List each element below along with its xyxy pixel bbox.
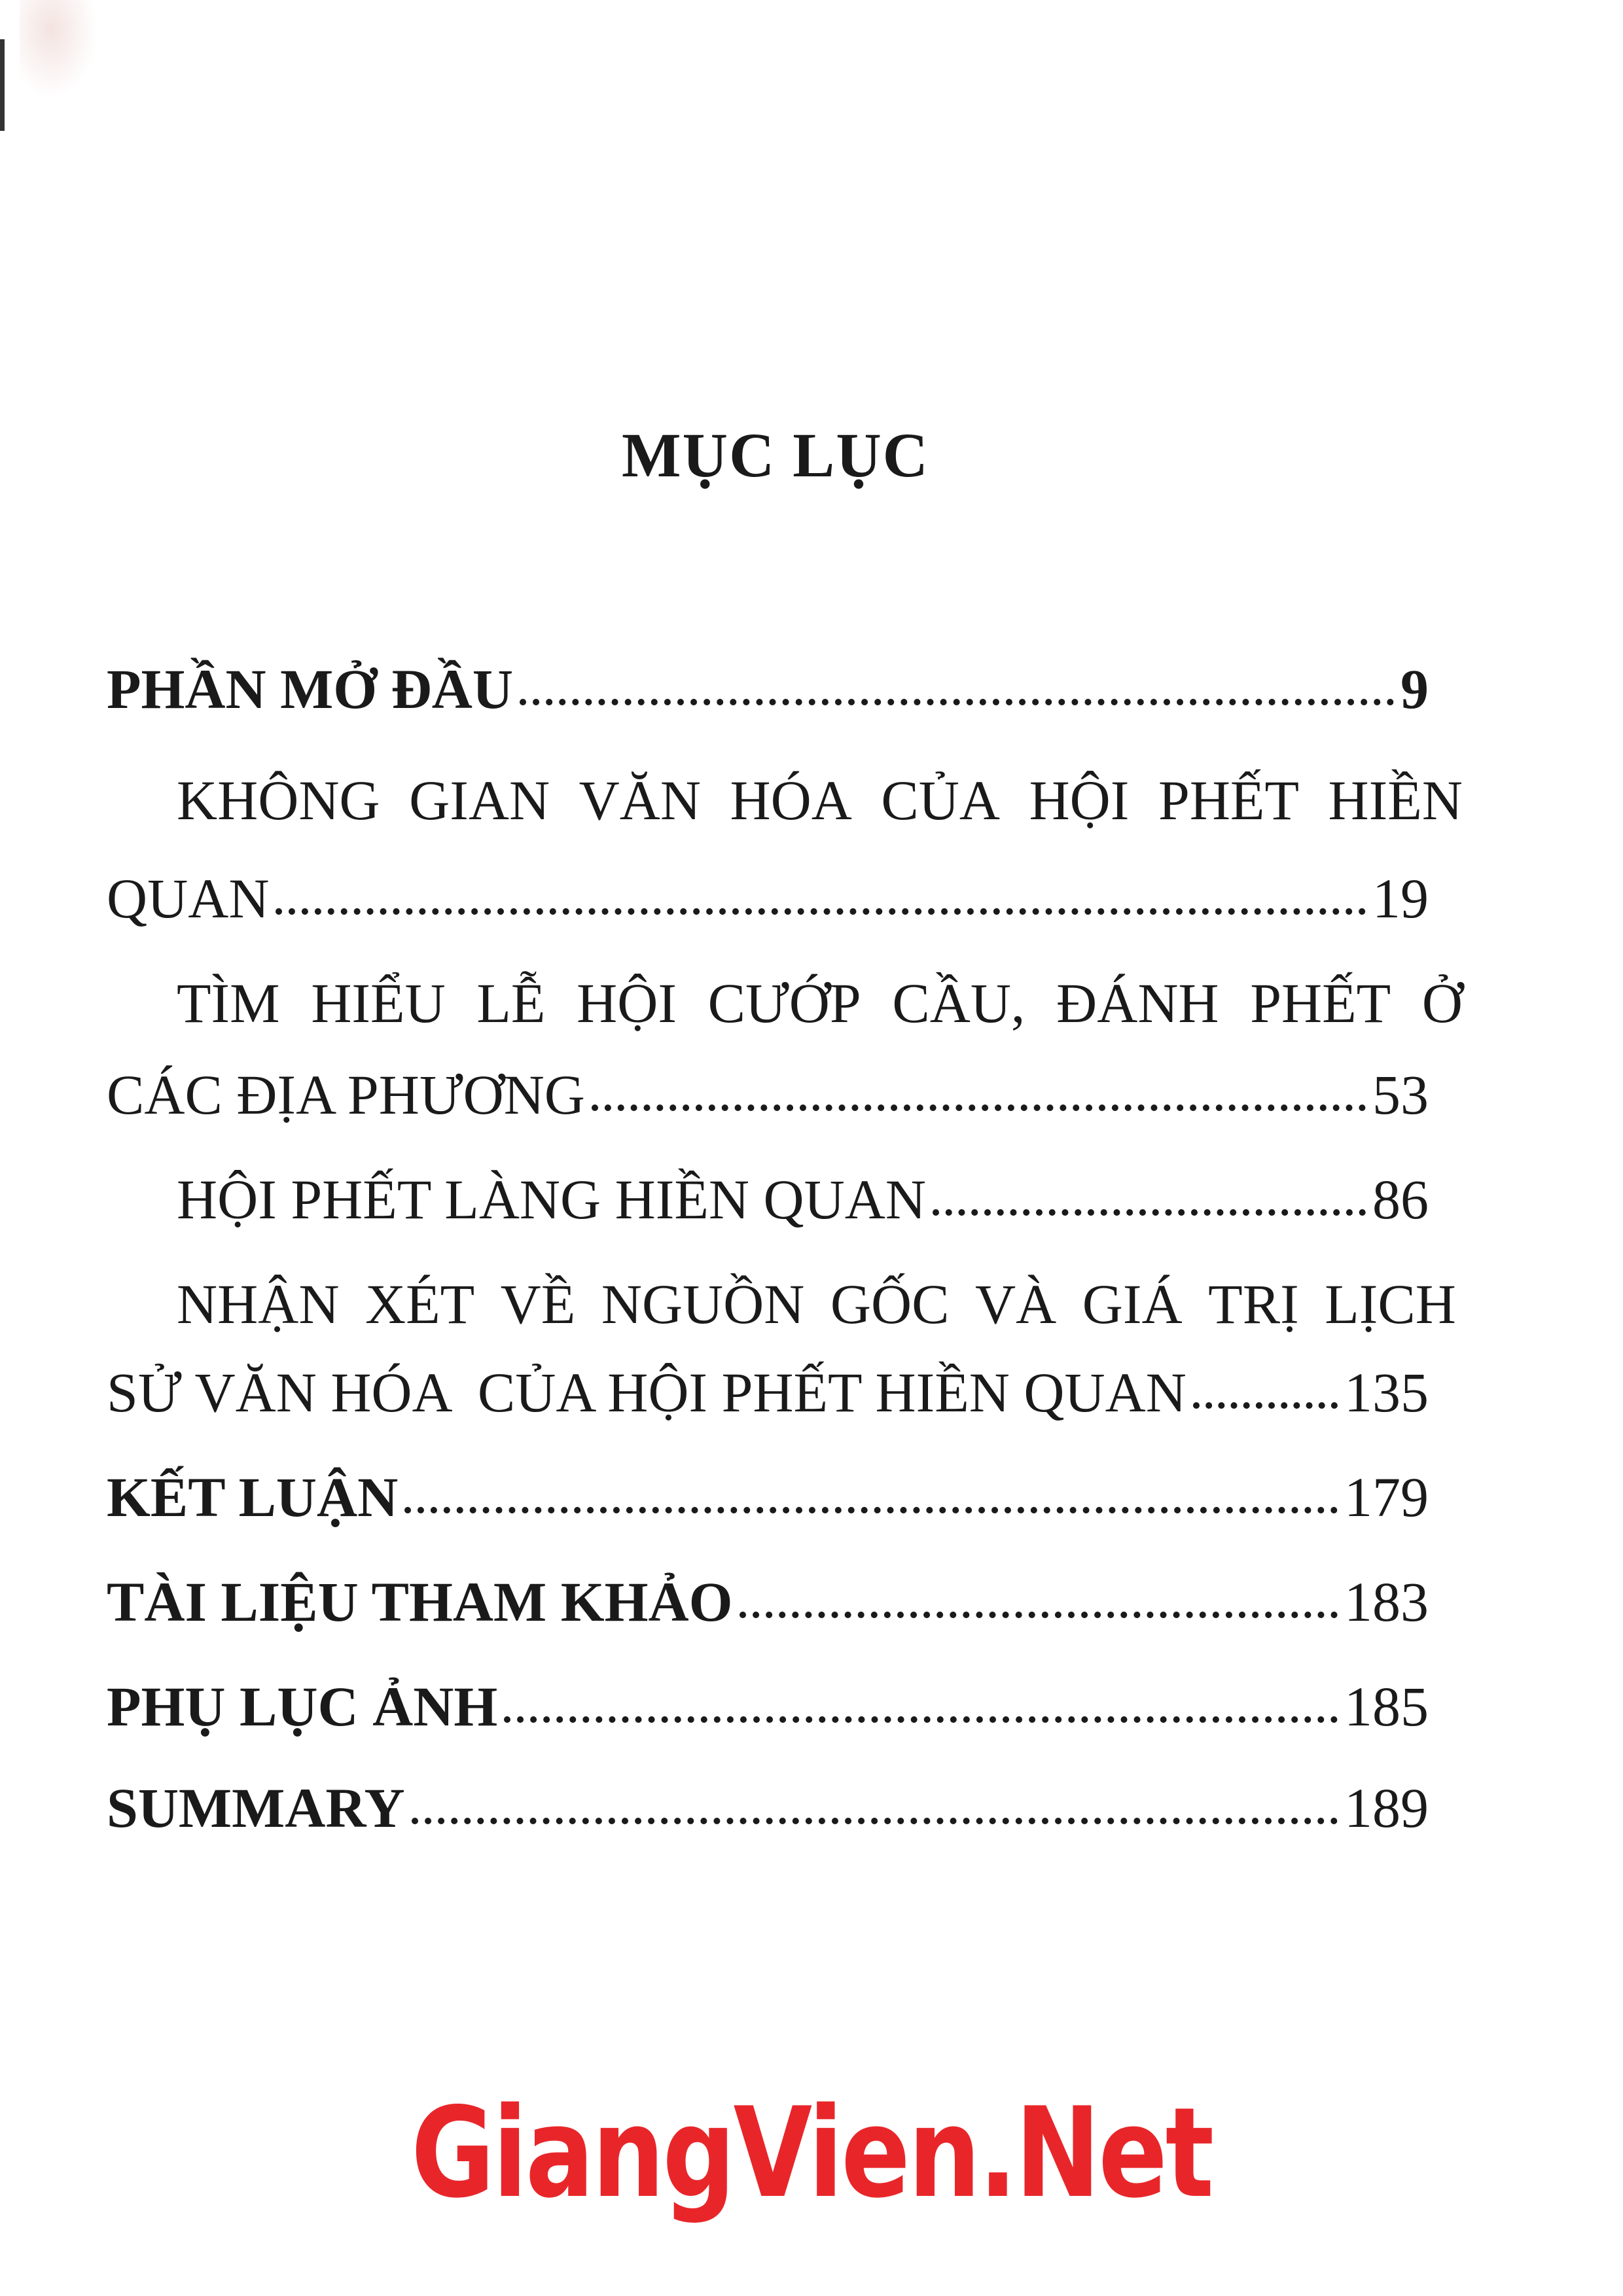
toc-word: CƯỚP [707, 972, 861, 1034]
toc-leader-dots [404, 1507, 1338, 1513]
toc-word: HỘI [1029, 769, 1130, 832]
toc-word: XÉT [365, 1273, 475, 1335]
toc-leader-dots [592, 1104, 1366, 1111]
toc-word: GIAN [409, 769, 550, 832]
toc-entry-label: QUAN [107, 867, 270, 930]
toc-page-number: 53 [1372, 1063, 1429, 1126]
toc-entry-nhan-xet-line1[interactable] [177, 1273, 1456, 1335]
toc-word: GỐC [830, 1273, 950, 1335]
toc-word: PHẾT [1158, 769, 1299, 832]
toc-entry-label: PHẦN MỞ ĐẦU [107, 658, 514, 720]
watermark-logo: GiangVien.Net [411, 2081, 1212, 2225]
toc-page-number: 179 [1344, 1466, 1429, 1528]
toc-leader-dots [740, 1612, 1338, 1618]
toc-entry-label: TÀI LIỆU THAM KHẢO [107, 1570, 733, 1633]
toc-entry-label: SUMMARY [107, 1776, 405, 1839]
toc-word: HÓA [730, 769, 852, 832]
toc-word: TÌM [177, 972, 280, 1034]
toc-word: PHẾT [1250, 972, 1391, 1034]
toc-page-number: 135 [1344, 1361, 1429, 1424]
toc-word: VĂN [579, 769, 701, 832]
toc-entry-khong-gian-line2[interactable] [107, 867, 1429, 930]
toc-word: LỊCH [1325, 1273, 1456, 1335]
toc-word: CẦU, [892, 972, 1026, 1034]
toc-entry-phan-mo-dau[interactable] [107, 658, 1429, 720]
toc-entry-nhan-xet-line2[interactable] [107, 1361, 1429, 1424]
toc-word: VÀ [975, 1273, 1057, 1335]
toc-word: HIỀN [1328, 769, 1463, 832]
toc-page-number: 183 [1344, 1570, 1429, 1633]
toc-word: GIÁ [1082, 1273, 1183, 1335]
toc-word: HỘI [577, 972, 677, 1034]
toc-word: NGUỒN [601, 1273, 805, 1335]
toc-page-number: 9 [1400, 658, 1429, 720]
toc-entry-label: CÁC ĐỊA PHƯƠNG [107, 1063, 585, 1126]
toc-page-number: 189 [1344, 1776, 1429, 1839]
toc-entry-label: HỘI PHẾT LÀNG HIỀN QUAN [177, 1168, 926, 1231]
toc-leader-dots [933, 1209, 1366, 1216]
toc-word: TRỊ [1208, 1273, 1299, 1335]
page-title: MỤC LỤC [622, 420, 929, 490]
toc-entry-ket-luan[interactable] [107, 1466, 1429, 1528]
toc-word: NHẬN [177, 1273, 340, 1335]
toc-entry-tim-hieu-line2[interactable] [107, 1063, 1429, 1126]
toc-page-number: 19 [1372, 867, 1429, 930]
toc-entry-phu-luc[interactable] [107, 1675, 1429, 1738]
toc-entry-label: SỬ VĂN HÓA CỦA HỘI PHẾT HIỀN QUAN [107, 1361, 1186, 1424]
toc-page-number: 185 [1344, 1675, 1429, 1738]
toc-leader-dots [412, 1818, 1338, 1824]
toc-word: LỄ [476, 972, 546, 1034]
toc-entry-tai-lieu[interactable] [107, 1570, 1429, 1633]
toc-entry-tim-hieu-line1[interactable] [177, 972, 1463, 1034]
toc-word: Ở [1421, 972, 1463, 1034]
toc-leader-dots [1193, 1402, 1338, 1409]
toc-leader-dots [276, 908, 1366, 915]
toc-entry-label: PHỤ LỤC ẢNH [107, 1675, 498, 1738]
page-edge-mark [0, 39, 5, 131]
toc-leader-dots [504, 1716, 1338, 1723]
toc-page-number: 86 [1372, 1168, 1429, 1231]
toc-word: CỦA [881, 769, 1000, 832]
toc-leader-dots [520, 699, 1394, 705]
toc-word: KHÔNG [177, 769, 380, 832]
toc-word: ĐÁNH [1056, 972, 1219, 1034]
toc-word: HIỂU [311, 972, 446, 1034]
toc-word: VỀ [500, 1273, 576, 1335]
toc-entry-summary[interactable] [107, 1776, 1429, 1839]
toc-entry-label: KẾT LUẬN [107, 1466, 399, 1528]
toc-entry-khong-gian-line1[interactable] [177, 769, 1463, 832]
toc-entry-hoi-phet[interactable] [177, 1168, 1429, 1231]
page-shadow [20, 0, 98, 98]
